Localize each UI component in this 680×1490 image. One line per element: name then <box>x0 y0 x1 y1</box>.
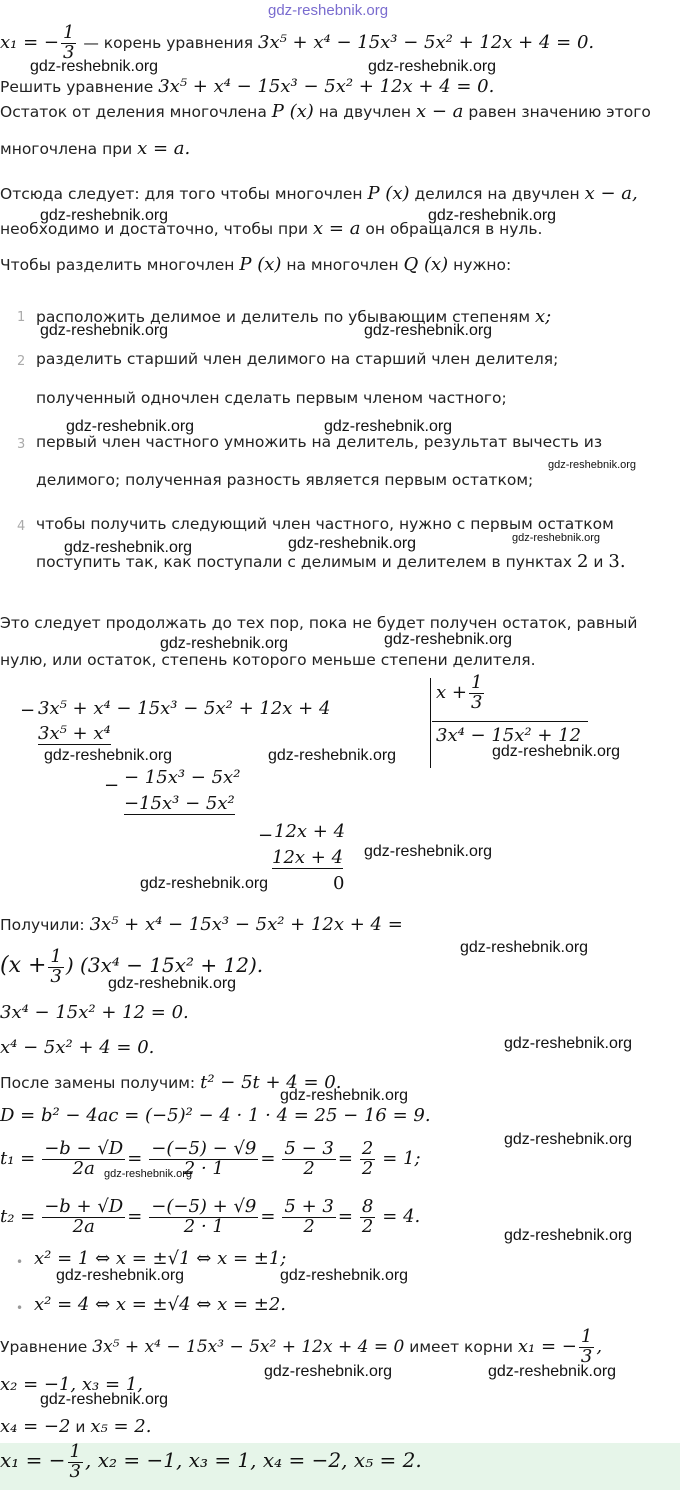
text: и <box>593 553 604 571</box>
fraction: $\frac{1}{3}$ <box>580 1326 593 1367</box>
intro-root-fraction: $\frac{1}{3}$ <box>62 22 75 63</box>
watermark: gdz-reshebnik.org <box>280 1267 409 1284</box>
division-minus: − <box>258 825 274 846</box>
math: t₁ = <box>0 1147 36 1169</box>
theory-p2-line1 <box>0 183 638 204</box>
theory-p1-line1 <box>0 101 651 122</box>
intro-line <box>0 24 594 63</box>
text: имеет корни <box>409 1337 513 1356</box>
math: P (x) <box>367 183 410 204</box>
watermark: gdz-reshebnik.org <box>488 1363 617 1380</box>
text: необходимо и достаточно, чтобы при <box>0 220 309 238</box>
case-1: x² = 1 ⇔ x = ±√1 ⇔ x = ±1; <box>34 1248 287 1269</box>
watermark: gdz-reshebnik.org <box>140 875 269 892</box>
watermark: gdz-reshebnik.org <box>384 631 513 648</box>
t1-line: t₁ = $\frac{-b - √D}{2a}$ = $\frac{-(-5) - √9}{2 \cdot 1}$ = $\frac{5 - 3}{2}$ = $\frac{2}{2}$ = 1; <box>0 1138 421 1179</box>
text: делился на двучлен <box>414 185 580 203</box>
step-number: 3 <box>17 437 26 452</box>
fraction: $\frac{2}{2}$ <box>361 1138 374 1179</box>
step-number: 4 <box>17 519 26 534</box>
watermark: gdz-reshebnik.org <box>40 322 169 339</box>
watermark: gdz-reshebnik.org <box>40 207 169 224</box>
text: Уравнение <box>0 1337 88 1356</box>
fraction: $\frac{-(-5) - √9}{2 \cdot 1}$ <box>151 1138 257 1179</box>
watermark: gdz-reshebnik.org <box>512 532 601 544</box>
watermark: gdz-reshebnik.org <box>504 1227 633 1244</box>
math: x₁ = − <box>517 1335 577 1357</box>
math: x₄ = −2 <box>0 1416 71 1437</box>
step-3-line2: делимого; полученная разность является первым остатком; <box>36 471 534 489</box>
division-final: 0 <box>333 873 345 894</box>
math: t² − 5t + 4 = 0. <box>200 1072 342 1093</box>
got-line <box>0 914 403 935</box>
math: = 1; <box>382 1147 421 1169</box>
case-2: x² = 4 ⇔ x = ±√4 ⇔ x = ±2. <box>34 1294 287 1315</box>
step-2-line1: разделить старший член делимого на старший член делителя; <box>36 350 559 368</box>
text: Остаток от деления многочлена <box>0 103 267 121</box>
math: x − a <box>416 101 464 122</box>
division-bar <box>430 678 431 768</box>
factored-fraction: $\frac{1}{3}$ <box>50 946 62 987</box>
watermark: gdz-reshebnik.org <box>264 1363 393 1380</box>
math: P (x) <box>239 254 282 275</box>
task-label: Решить уравнение <box>0 78 154 96</box>
watermark: gdz-reshebnik.org <box>288 535 417 552</box>
continue-line1: Это следует продолжать до тех пор, пока не будет получен остаток, равный <box>0 614 638 632</box>
watermark: gdz-reshebnik.org <box>108 975 237 992</box>
roots-line2: x₂ = −1, x₃ = 1, <box>0 1374 143 1395</box>
step-number: 2 <box>17 354 26 369</box>
fraction: $\frac{-(-5) + √9}{2 \cdot 1}$ <box>151 1196 257 1237</box>
eq1: 3x⁴ − 15x² + 12 = 0. <box>0 1002 189 1023</box>
fraction: $\frac{8}{2}$ <box>361 1196 374 1237</box>
watermark: gdz-reshebnik.org <box>364 322 493 339</box>
text: Чтобы разделить многочлен <box>0 256 235 274</box>
watermark: gdz-reshebnik.org <box>56 1267 185 1284</box>
math: 2 <box>577 551 589 572</box>
watermark: gdz-reshebnik.org <box>160 635 289 652</box>
answer-line <box>0 1443 422 1482</box>
watermark: gdz-reshebnik.org <box>368 58 497 75</box>
math: ) (3x⁴ − 15x² + 12). <box>65 952 264 977</box>
roots-line3 <box>0 1416 151 1437</box>
watermark: gdz-reshebnik.org <box>548 459 637 471</box>
fraction: $\frac{5 + 3}{2}$ <box>284 1196 334 1237</box>
step-3-line1: первый член частного умножить на делитель, результат вычесть из <box>36 433 603 451</box>
text: он обращался в нуль. <box>365 220 543 238</box>
text: нужно: <box>453 256 512 274</box>
theory-p1-line2 <box>0 138 190 159</box>
math: P (x) <box>271 101 314 122</box>
math: x = a. <box>137 138 191 159</box>
theory-p2-line2 <box>0 218 542 239</box>
text: Получили: <box>0 916 85 934</box>
t2-line: t₂ = $\frac{-b + √D}{2a}$ = $\frac{-(-5) + √9}{2 \cdot 1}$ = $\frac{5 + 3}{2}$ = $\frac{8}{2}$ = 4. <box>0 1196 421 1237</box>
watermark: gdz-reshebnik.org <box>64 539 193 556</box>
watermark-top: gdz-reshebnik.org <box>268 2 389 19</box>
math: = 4. <box>382 1205 421 1227</box>
math: (x + <box>0 952 47 978</box>
watermark: gdz-reshebnik.org <box>492 743 621 760</box>
watermark: gdz-reshebnik.org <box>44 747 173 764</box>
step-4-line1: чтобы получить следующий член частного, нужно с первым остатком <box>36 515 614 533</box>
divisor-fraction: $\frac{1}{3}$ <box>470 672 483 713</box>
theory-p3 <box>0 254 511 275</box>
watermark: gdz-reshebnik.org <box>324 418 453 435</box>
division-rem2: 12x + 4 <box>274 821 346 842</box>
intro-text: — корень уравнения <box>83 33 254 52</box>
math: Q (x) <box>403 254 449 275</box>
division-minus: − <box>20 700 36 721</box>
division-divisor <box>436 674 486 713</box>
math: x₅ = 2. <box>90 1416 152 1437</box>
math: x = a <box>313 218 361 239</box>
bullet: • <box>16 1301 24 1315</box>
watermark: gdz-reshebnik.org <box>504 1131 633 1148</box>
math: x₁ = − <box>0 1447 66 1472</box>
step-4-line2 <box>36 551 626 572</box>
math: t₂ = <box>0 1205 36 1227</box>
text: равен значению этого <box>468 103 651 121</box>
division-sub2: −15x³ − 5x² <box>124 793 235 814</box>
step-number: 1 <box>17 310 26 325</box>
watermark: gdz-reshebnik.org <box>268 747 397 764</box>
watermark: gdz-reshebnik.org <box>428 207 557 224</box>
watermark: gdz-reshebnik.org <box>280 1087 409 1104</box>
watermark: gdz-reshebnik.org <box>460 939 589 956</box>
divisor-underline <box>432 721 588 722</box>
division-dividend: 3x⁵ + x⁴ − 15x³ − 5x² + 12x + 4 <box>38 698 331 719</box>
discriminant: D = b² − 4ac = (−5)² − 4 · 1 · 4 = 25 − 16 = 9. <box>0 1105 431 1126</box>
text: После замены получим: <box>0 1074 196 1092</box>
watermark: gdz-reshebnik.org <box>504 1035 633 1052</box>
task-line <box>0 76 494 97</box>
fraction: $\frac{-b - √D}{2a}$ <box>44 1138 124 1179</box>
watermark: gdz-reshebnik.org <box>40 1391 169 1408</box>
text: поступить так, как поступали с делимым и делителем в пунктах <box>36 553 573 571</box>
step-2-line2: полученный одночлен сделать первым членом частного; <box>36 389 507 407</box>
intro-equation: 3x⁵ + x⁴ − 15x³ − 5x² + 12x + 4 = 0. <box>258 31 595 53</box>
watermark: gdz-reshebnik.org <box>66 418 195 435</box>
division-sub3: 12x + 4 <box>272 847 344 868</box>
math: x; <box>534 306 552 327</box>
division-rem1: − 15x³ − 5x² <box>124 767 241 788</box>
fraction: $\frac{-b + √D}{2a}$ <box>44 1196 124 1237</box>
math: , x₂ = −1, x₃ = 1, x₄ = −2, x₅ = 2. <box>84 1447 422 1472</box>
eq2: x⁴ − 5x² + 4 = 0. <box>0 1037 155 1058</box>
continue-line2: нулю, или остаток, степень которого меньше степени делителя. <box>0 651 536 669</box>
watermark: gdz-reshebnik.org <box>104 1168 193 1180</box>
watermark: gdz-reshebnik.org <box>30 58 159 75</box>
fraction: $\frac{5 - 3}{2}$ <box>284 1138 334 1179</box>
math: x − a, <box>584 183 638 204</box>
math: 3x⁵ + x⁴ − 15x³ − 5x² + 12x + 4 = 0 <box>92 1336 405 1357</box>
answer-fraction: $\frac{1}{3}$ <box>69 1441 81 1482</box>
text: на многочлен <box>286 256 399 274</box>
math: 3x⁵ + x⁴ − 15x³ − 5x² + 12x + 4 = <box>89 914 403 935</box>
text: расположить делимое и делитель по убывающим степеням <box>36 308 531 326</box>
bullet: • <box>16 1255 24 1269</box>
roots-line: Уравнение 3x⁵ + x⁴ − 15x³ − 5x² + 12x + 4 = 0 имеет корни x₁ = − $\frac{1}{3}$ , <box>0 1326 603 1367</box>
division-minus: − <box>104 775 120 796</box>
watermark: gdz-reshebnik.org <box>364 843 493 860</box>
intro-root: x₁ = − <box>0 31 59 53</box>
math: x + <box>436 681 467 703</box>
math: 3. <box>608 551 626 572</box>
task-equation: 3x⁵ + x⁴ − 15x³ − 5x² + 12x + 4 = 0. <box>158 76 495 97</box>
division-quotient: 3x⁴ − 15x² + 12 <box>436 725 582 746</box>
text: на двучлен <box>318 103 412 121</box>
text: Отсюда следует: для того чтобы многочлен <box>0 185 363 203</box>
division-sub1: 3x⁵ + x⁴ <box>38 723 111 744</box>
text: и <box>75 1418 86 1436</box>
text: многочлена при <box>0 140 133 158</box>
